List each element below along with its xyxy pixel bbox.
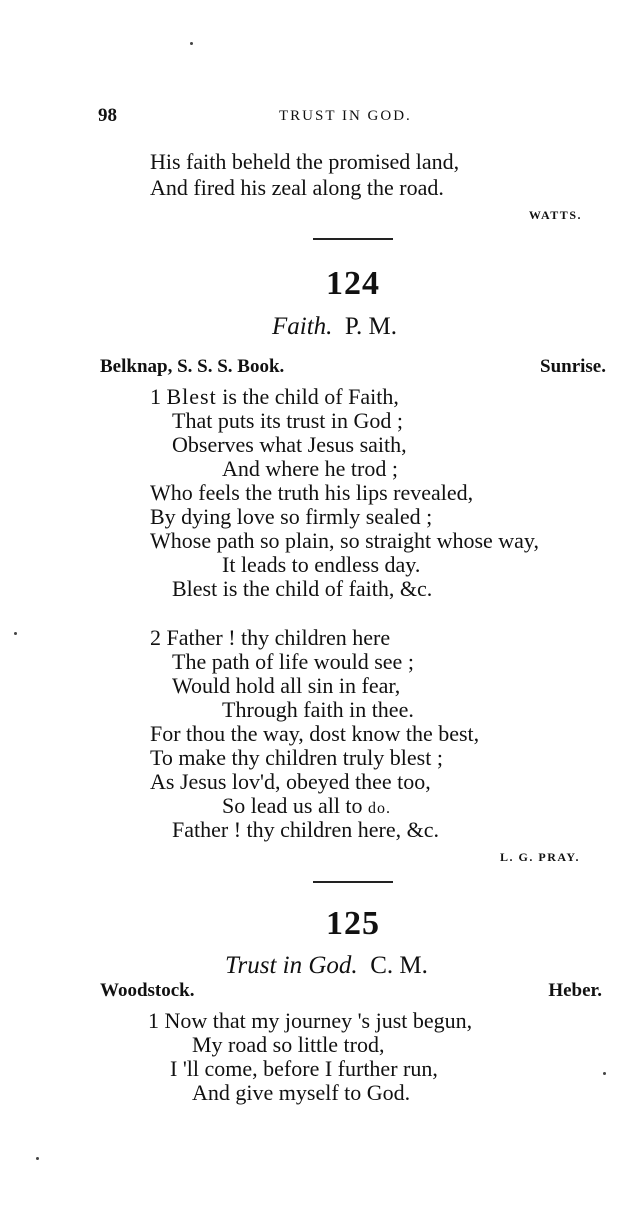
author-attribution: L. G. PRAY. xyxy=(500,850,580,864)
section-divider xyxy=(313,881,393,883)
verse-line: Father ! thy children here, &c. xyxy=(172,817,439,842)
verse-line: It leads to endless day. xyxy=(222,552,421,577)
verse-line: Who feels the truth his lips revealed, xyxy=(150,480,474,505)
page-speck xyxy=(603,1072,606,1075)
page-number: 98 xyxy=(98,105,117,126)
verse-line: Observes what Jesus saith, xyxy=(172,432,407,457)
verse-number: 2 xyxy=(150,625,161,650)
verse-line: And give myself to God. xyxy=(192,1080,411,1105)
tune-name: Sunrise. xyxy=(540,356,606,377)
verse-line: To make thy children truly blest ; xyxy=(150,745,443,770)
author-attribution: Heber. xyxy=(548,980,602,1001)
hymn-title-text: Faith. xyxy=(272,313,333,340)
verse-line: His faith beheld the promised land, xyxy=(150,149,460,174)
verse-first-line xyxy=(148,1009,472,1033)
verse-line: I 'll come, before I further run, xyxy=(170,1056,438,1081)
small-caps-word: do. xyxy=(368,800,392,817)
hymn-title xyxy=(225,952,428,980)
hymn-title-text: Trust in God. xyxy=(225,952,358,979)
author-attribution: WATTS. xyxy=(528,208,582,222)
verse-first-line xyxy=(150,626,390,650)
verse-line: For thou the way, dost know the best, xyxy=(150,721,480,746)
page-speck xyxy=(36,1157,39,1160)
tune-name: Woodstock. xyxy=(100,980,195,1001)
verse-line: Whose path so plain, so straight whose way, xyxy=(150,528,540,553)
verse-first-text: is the child of Faith, xyxy=(216,384,399,409)
running-head: TRUST IN GOD. xyxy=(279,108,412,124)
verse-line: The path of life would see ; xyxy=(172,649,414,674)
verse-line: As Jesus lov'd, obeyed thee too, xyxy=(150,769,431,794)
verse-line: Through faith in thee. xyxy=(222,697,414,722)
verse-line: And fired his zeal along the road. xyxy=(150,175,444,200)
drop-word: Blest xyxy=(166,384,217,409)
hymn-meter: C. M. xyxy=(370,952,428,979)
verse-line: By dying love so firmly sealed ; xyxy=(150,504,433,529)
verse-number: 1 xyxy=(148,1008,159,1033)
page-speck xyxy=(190,42,193,45)
hymn-meter: P. M. xyxy=(344,313,398,340)
hymn-title xyxy=(272,313,397,341)
verse-line: Blest is the child of faith, &c. xyxy=(172,576,433,601)
section-divider xyxy=(313,238,393,240)
hymn-number: 125 xyxy=(326,905,380,942)
verse-first-text: Father ! thy children here xyxy=(166,625,391,650)
verse-first-text: Now that my journey 's just begun, xyxy=(164,1008,473,1033)
verse-line: And where he trod ; xyxy=(222,456,398,481)
verse-number: 1 xyxy=(150,384,161,409)
verse-line: That puts its trust in God ; xyxy=(172,408,403,433)
verse-line: My road so little trod, xyxy=(192,1032,385,1057)
verse-line: Would hold all sin in fear, xyxy=(172,673,401,698)
hymn-number: 124 xyxy=(326,265,380,302)
verse-first-line xyxy=(150,385,399,409)
page-speck xyxy=(14,632,17,635)
verse-text: So lead us all to xyxy=(222,793,369,818)
tune-source: Belknap, S. S. S. Book. xyxy=(100,356,285,377)
